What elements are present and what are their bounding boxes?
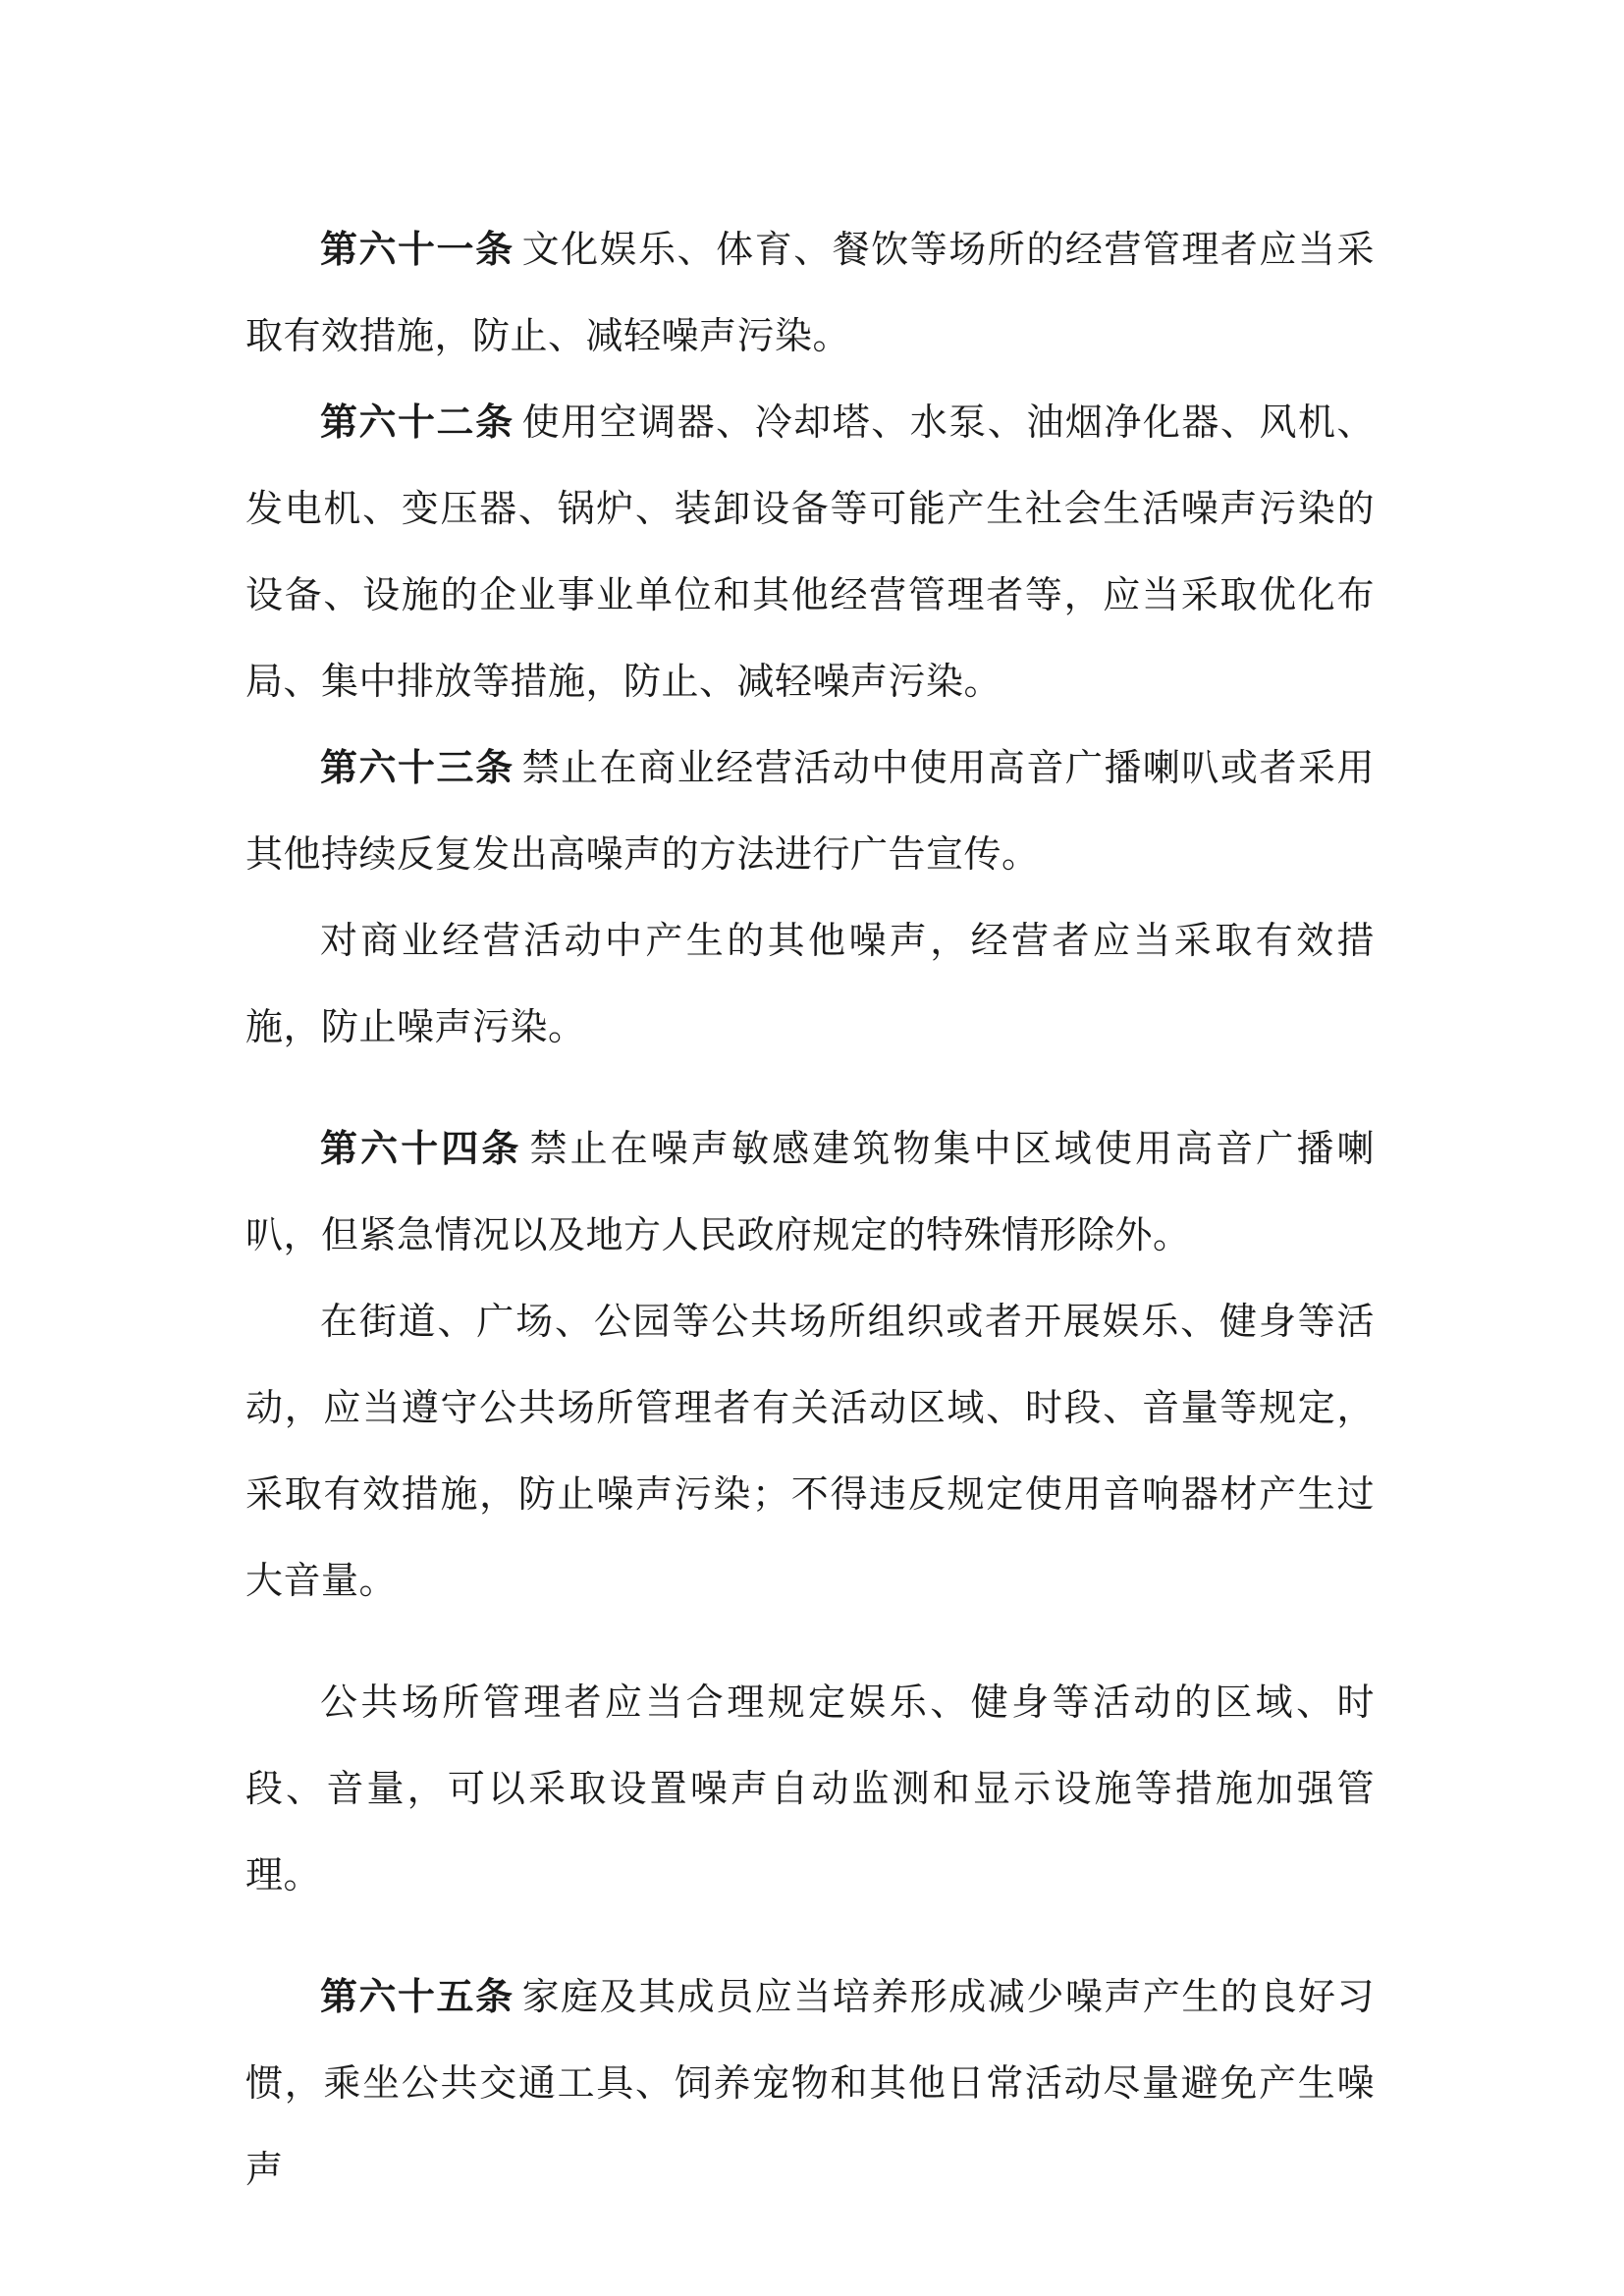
paragraph-article-63 [245, 724, 1375, 897]
paragraph-text: 文化娱乐、体育、餐饮等场所的经营管理者应当采取有效措施，防止、减轻噪声污染。 [245, 228, 1375, 357]
article-number: 第六十五条 [320, 1975, 514, 2018]
paragraph-article-62 [245, 379, 1375, 724]
paragraph-article-64-clause-2 [245, 1278, 1375, 1624]
paragraph-text: 使用空调器、冷却塔、水泵、油烟净化器、风机、发电机、变压器、锅炉、装卸设备等可能产生社会生活噪声污染的设备、设施的企业事业单位和其他经营管理者等，应当采取优化布局、集中排放等措施，防止、减轻噪声污染。 [245, 400, 1375, 703]
paragraph-text: 家庭及其成员应当培养形成减少噪声产生的良好习惯，乘坐公共交通工具、饲养宠物和其他日常活动尽量避免产生噪声 [245, 1975, 1375, 2191]
article-number: 第六十四条 [320, 1127, 522, 1170]
paragraph-article-64-clause-3 [245, 1659, 1375, 1918]
paragraph-article-65 [245, 1953, 1375, 2213]
document-body [245, 206, 1375, 2213]
paragraph-text: 对商业经营活动中产生的其他噪声，经营者应当采取有效措施，防止噪声污染。 [245, 919, 1375, 1048]
paragraph-text: 在街道、广场、公园等公共场所组织或者开展娱乐、健身等活动，应当遵守公共场所管理者有关活动区域、时段、音量等规定，采取有效措施，防止噪声污染；不得违反规定使用音响器材产生过大音量。 [245, 1300, 1375, 1602]
paragraph-text: 禁止在噪声敏感建筑物集中区域使用高音广播喇叭，但紧急情况以及地方人民政府规定的特殊情形除外。 [245, 1127, 1375, 1256]
paragraph-text: 公共场所管理者应当合理规定娱乐、健身等活动的区域、时段、音量，可以采取设置噪声自动监测和显示设施等措施加强管理。 [245, 1681, 1375, 1896]
article-number: 第六十一条 [320, 228, 514, 271]
paragraph-text: 禁止在商业经营活动中使用高音广播喇叭或者采用其他持续反复发出高噪声的方法进行广告宣传。 [245, 746, 1375, 876]
paragraph-article-63-clause-2 [245, 897, 1375, 1070]
paragraph-article-64 [245, 1105, 1375, 1278]
paragraph-article-61 [245, 206, 1375, 379]
article-number: 第六十二条 [320, 400, 514, 444]
article-number: 第六十三条 [320, 746, 514, 789]
